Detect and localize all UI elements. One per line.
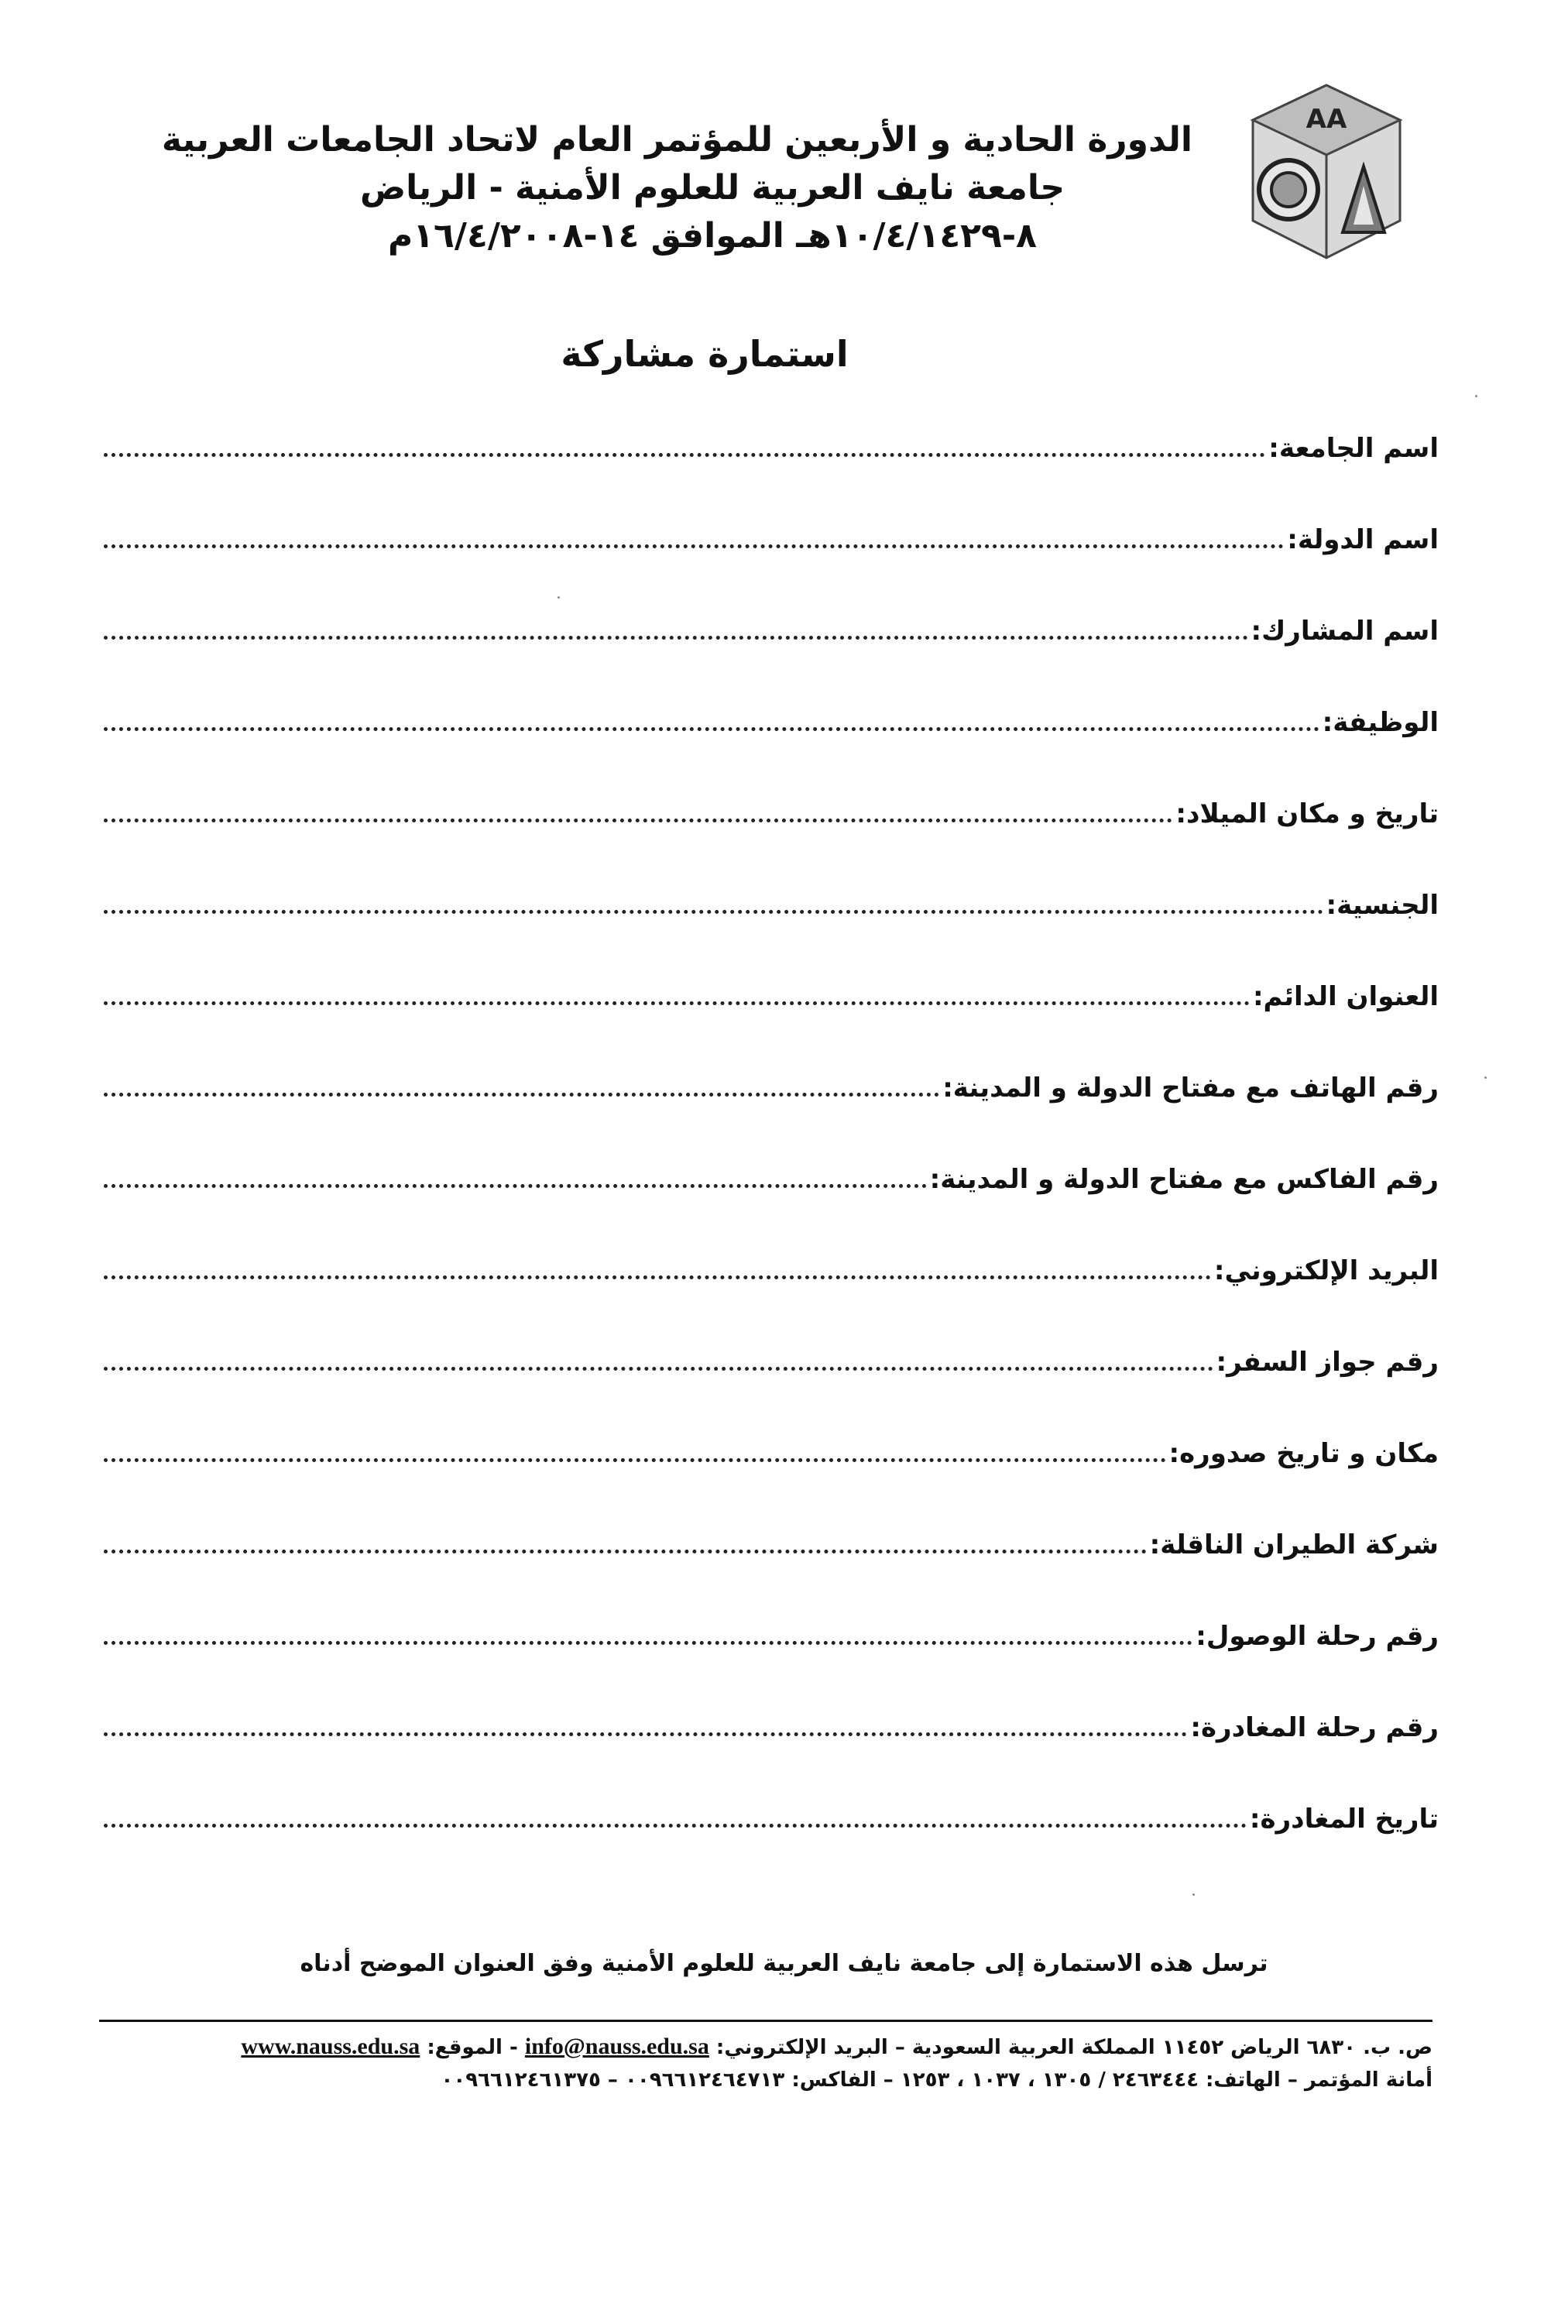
conference-logo-icon bbox=[1237, 74, 1415, 267]
country-name-field[interactable] bbox=[104, 521, 1284, 548]
field-passport-number bbox=[99, 1344, 1439, 1435]
permanent-address-field[interactable] bbox=[104, 978, 1250, 1005]
field-label: رقم الفاكس مع مفتاح الدولة و المدينة: bbox=[929, 1164, 1439, 1195]
email-link[interactable]: info@nauss.edu.sa bbox=[524, 2034, 709, 2059]
job-title-field[interactable] bbox=[104, 704, 1319, 731]
passport-number-field[interactable] bbox=[104, 1344, 1213, 1371]
field-permanent-address bbox=[99, 978, 1439, 1069]
airline-field[interactable] bbox=[104, 1526, 1147, 1553]
field-phone-number bbox=[99, 1069, 1439, 1161]
footer-address-line bbox=[99, 2030, 1432, 2064]
field-label: تاريخ المغادرة: bbox=[1249, 1804, 1439, 1835]
form-fields bbox=[99, 430, 1439, 1892]
field-label: اسم المشارك: bbox=[1251, 616, 1439, 647]
field-fax-number bbox=[99, 1161, 1439, 1252]
footer bbox=[99, 2030, 1432, 2096]
field-nationality bbox=[99, 887, 1439, 978]
field-label: البريد الإلكتروني: bbox=[1213, 1255, 1439, 1286]
submission-instruction: ترسل هذه الاستمارة إلى جامعة نايف العربية للعلوم الأمنية وفق العنوان الموضح أدناه bbox=[300, 1950, 1268, 1977]
footer-contacts-line: أمانة المؤتمر – الهاتف: ٢٤٦٣٤٤٤ / ١٣٠٥ ، ١٠٣٧ ، ١٢٥٣ – الفاكس: ٠٠٩٦٦١٢٤٦٤٧١٣ – ٠٠٩٦٦١٢٤٦١٣٧٥ bbox=[441, 2068, 1432, 2092]
arrival-flight-field[interactable] bbox=[104, 1618, 1192, 1645]
departure-date-field[interactable] bbox=[104, 1800, 1247, 1828]
scan-speck bbox=[1484, 1076, 1487, 1079]
field-label: الوظيفة: bbox=[1322, 707, 1439, 738]
field-university-name bbox=[99, 430, 1439, 521]
field-arrival-flight bbox=[99, 1618, 1439, 1709]
fax-number-field[interactable] bbox=[104, 1161, 927, 1188]
website-label: - الموقع: bbox=[427, 2036, 518, 2059]
university-name: جامعة نايف العربية للعلوم الأمنية - الرياض bbox=[359, 168, 1065, 208]
field-birth-date-place bbox=[99, 795, 1439, 887]
field-label: رقم رحلة الوصول: bbox=[1196, 1621, 1439, 1652]
departure-flight-field[interactable] bbox=[104, 1709, 1187, 1736]
scan-speck bbox=[1192, 1893, 1195, 1896]
field-label: رقم جواز السفر: bbox=[1216, 1347, 1439, 1378]
field-participant-name bbox=[99, 613, 1439, 704]
scan-speck bbox=[1475, 395, 1477, 397]
university-name-field[interactable] bbox=[104, 430, 1265, 457]
field-job-title bbox=[99, 704, 1439, 795]
field-label: شركة الطيران الناقلة: bbox=[1149, 1529, 1439, 1560]
conference-dates: ٨-١٠/٤/١٤٢٩هـ الموافق ١٤-١٦/٤/٢٠٠٨م bbox=[387, 216, 1038, 256]
field-country-name bbox=[99, 521, 1439, 613]
passport-issue-field[interactable] bbox=[104, 1435, 1166, 1462]
footer-divider bbox=[99, 2020, 1432, 2022]
field-label: الجنسية: bbox=[1326, 890, 1439, 921]
field-label: تاريخ و مكان الميلاد: bbox=[1175, 798, 1439, 829]
field-departure-flight bbox=[99, 1709, 1439, 1800]
postal-address: ص. ب. ٦٨٣٠ الرياض ١١٤٥٢ المملكة العربية السعودية – البريد الإلكتروني: bbox=[715, 2036, 1432, 2059]
nationality-field[interactable] bbox=[104, 887, 1323, 914]
email-field[interactable] bbox=[104, 1252, 1211, 1279]
scan-speck bbox=[558, 596, 560, 599]
phone-number-field[interactable] bbox=[104, 1069, 939, 1097]
field-email bbox=[99, 1252, 1439, 1344]
field-label: رقم رحلة المغادرة: bbox=[1190, 1712, 1439, 1743]
field-label: العنوان الدائم: bbox=[1252, 981, 1439, 1012]
field-label: اسم الدولة: bbox=[1287, 524, 1439, 555]
logo-text: AA bbox=[1306, 104, 1347, 135]
website-link[interactable]: www.nauss.edu.sa bbox=[241, 2034, 420, 2059]
field-departure-date bbox=[99, 1800, 1439, 1892]
form-title: استمارة مشاركة bbox=[561, 333, 849, 375]
participant-name-field[interactable] bbox=[104, 613, 1248, 640]
header bbox=[161, 116, 1192, 260]
field-passport-issue bbox=[99, 1435, 1439, 1526]
field-label: مكان و تاريخ صدوره: bbox=[1168, 1438, 1439, 1469]
field-label: رقم الهاتف مع مفتاح الدولة و المدينة: bbox=[942, 1073, 1439, 1104]
field-airline bbox=[99, 1526, 1439, 1618]
conference-title: الدورة الحادية و الأربعين للمؤتمر العام لاتحاد الجامعات العربية bbox=[161, 120, 1192, 160]
field-label: اسم الجامعة: bbox=[1268, 433, 1439, 464]
birth-date-place-field[interactable] bbox=[104, 795, 1172, 822]
